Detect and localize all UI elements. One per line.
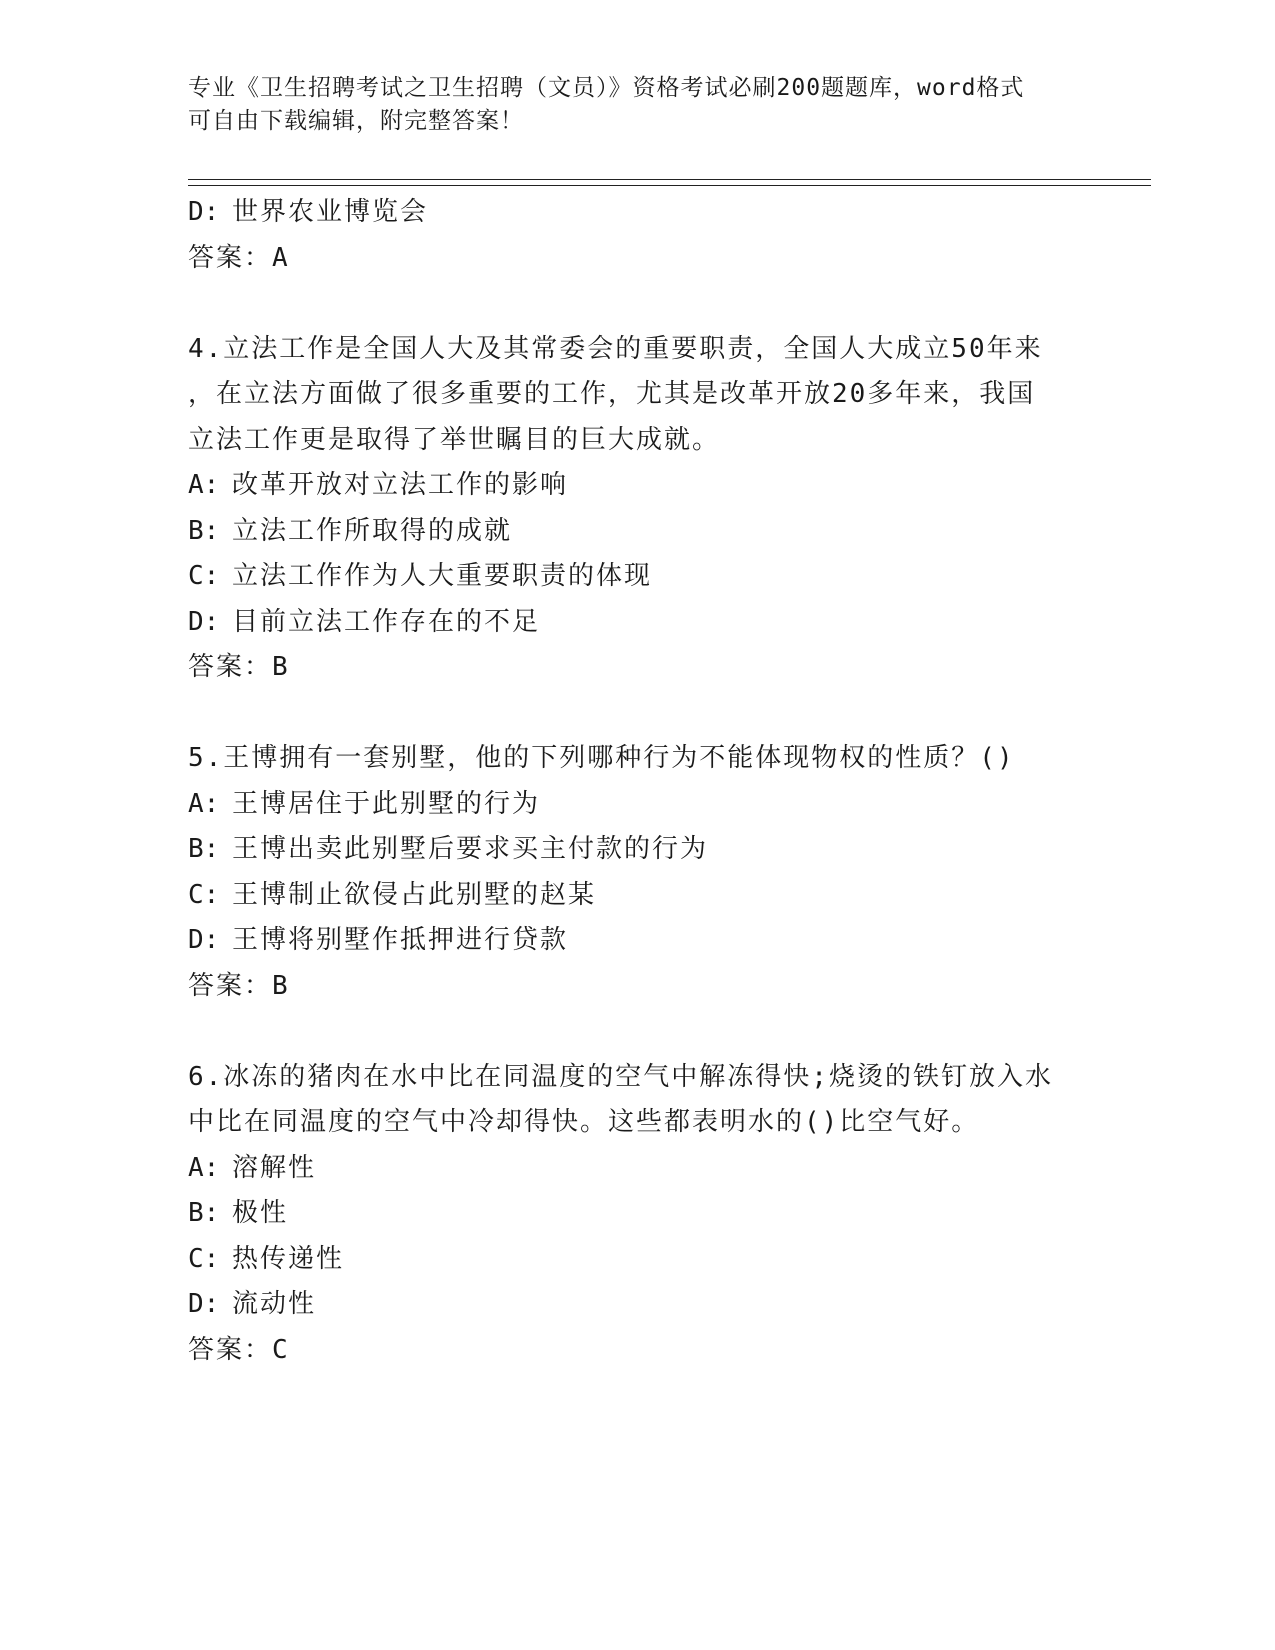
question-stem-line: 中比在同温度的空气中冷却得快。这些都表明水的()比空气好。 xyxy=(188,1107,980,1137)
answer-label: 答案： xyxy=(188,970,273,1001)
option-d xyxy=(188,918,1088,964)
option-label: B: xyxy=(188,834,220,864)
option-label: A: xyxy=(188,470,220,500)
spacer xyxy=(188,691,1088,737)
question-stem-line: 6.冰冻的猪肉在水中比在同温度的空气中解冻得快;烧烫的铁钉放入水 xyxy=(188,1061,1053,1092)
question-stem-line: 4.立法工作是全国人大及其常委会的重要职责，全国人大成立50年来 xyxy=(188,333,1043,364)
option-c xyxy=(188,1237,1088,1283)
option-text: 王博居住于此别墅的行为 xyxy=(232,788,541,819)
option-text: 王博制止欲侵占此别墅的赵某 xyxy=(232,879,597,910)
answer-line xyxy=(188,964,1088,1010)
option-label: C: xyxy=(188,879,220,910)
option-d xyxy=(188,1282,1088,1328)
option-b xyxy=(188,827,1088,873)
answer-value: C xyxy=(272,1334,290,1365)
answer-label: 答案： xyxy=(188,242,273,273)
option-text: 流动性 xyxy=(232,1289,317,1319)
option-label: D: xyxy=(188,1289,220,1319)
answer-label: 答案： xyxy=(188,1334,273,1365)
option-label: B: xyxy=(188,1198,220,1228)
option-text: 溶解性 xyxy=(232,1152,317,1183)
answer-value: A xyxy=(272,242,290,273)
option-text: 世界农业博览会 xyxy=(232,197,429,227)
option-a xyxy=(188,1146,1088,1192)
option-label: C: xyxy=(188,1243,220,1274)
option-a xyxy=(188,463,1088,509)
option-label: C: xyxy=(188,561,220,591)
spacer xyxy=(188,281,1088,327)
option-label: B: xyxy=(188,515,220,546)
answer-line xyxy=(188,645,1088,691)
option-text: 改革开放对立法工作的影响 xyxy=(232,470,569,500)
answer-label: 答案： xyxy=(188,652,273,682)
option-text: 立法工作所取得的成就 xyxy=(232,515,513,546)
option-label: D: xyxy=(188,606,220,637)
option-text: 王博将别墅作抵押进行贷款 xyxy=(232,925,569,955)
option-a xyxy=(188,782,1088,828)
option-c xyxy=(188,554,1088,600)
option-d xyxy=(188,190,1088,236)
answer-line xyxy=(188,1328,1088,1374)
option-label: D: xyxy=(188,925,220,955)
option-b xyxy=(188,509,1088,555)
answer-value: B xyxy=(272,970,290,1001)
option-text: 极性 xyxy=(232,1198,289,1228)
option-c xyxy=(188,873,1088,919)
option-label: A: xyxy=(188,788,220,819)
option-text: 目前立法工作存在的不足 xyxy=(232,606,541,637)
header-title-line-1: 专业《卫生招聘考试之卫生招聘（文员）》资格考试必刷200题题库，word格式 xyxy=(188,75,1025,101)
option-text: 立法工作作为人大重要职责的体现 xyxy=(232,561,653,591)
question-content xyxy=(188,190,1088,1373)
answer-value: B xyxy=(272,652,290,682)
option-label: A: xyxy=(188,1152,220,1183)
option-label: D: xyxy=(188,197,220,227)
question-stem-line: 立法工作更是取得了举世瞩目的巨大成就。 xyxy=(188,424,721,455)
option-text: 热传递性 xyxy=(232,1243,345,1274)
header-double-rule xyxy=(188,179,1151,186)
answer-line xyxy=(188,236,1088,282)
question-stem-line: 5.王博拥有一套别墅，他的下列哪种行为不能体现物权的性质？() xyxy=(188,743,1015,773)
spacer xyxy=(188,1009,1088,1055)
header-title-line-2: 可自由下载编辑，附完整答案！ xyxy=(188,108,524,134)
option-d xyxy=(188,600,1088,646)
option-text: 王博出卖此别墅后要求买主付款的行为 xyxy=(232,834,709,864)
option-b xyxy=(188,1191,1088,1237)
question-stem-line: ，在立法方面做了很多重要的工作，尤其是改革开放20多年来，我国 xyxy=(188,379,1036,409)
page-header xyxy=(188,72,1088,138)
